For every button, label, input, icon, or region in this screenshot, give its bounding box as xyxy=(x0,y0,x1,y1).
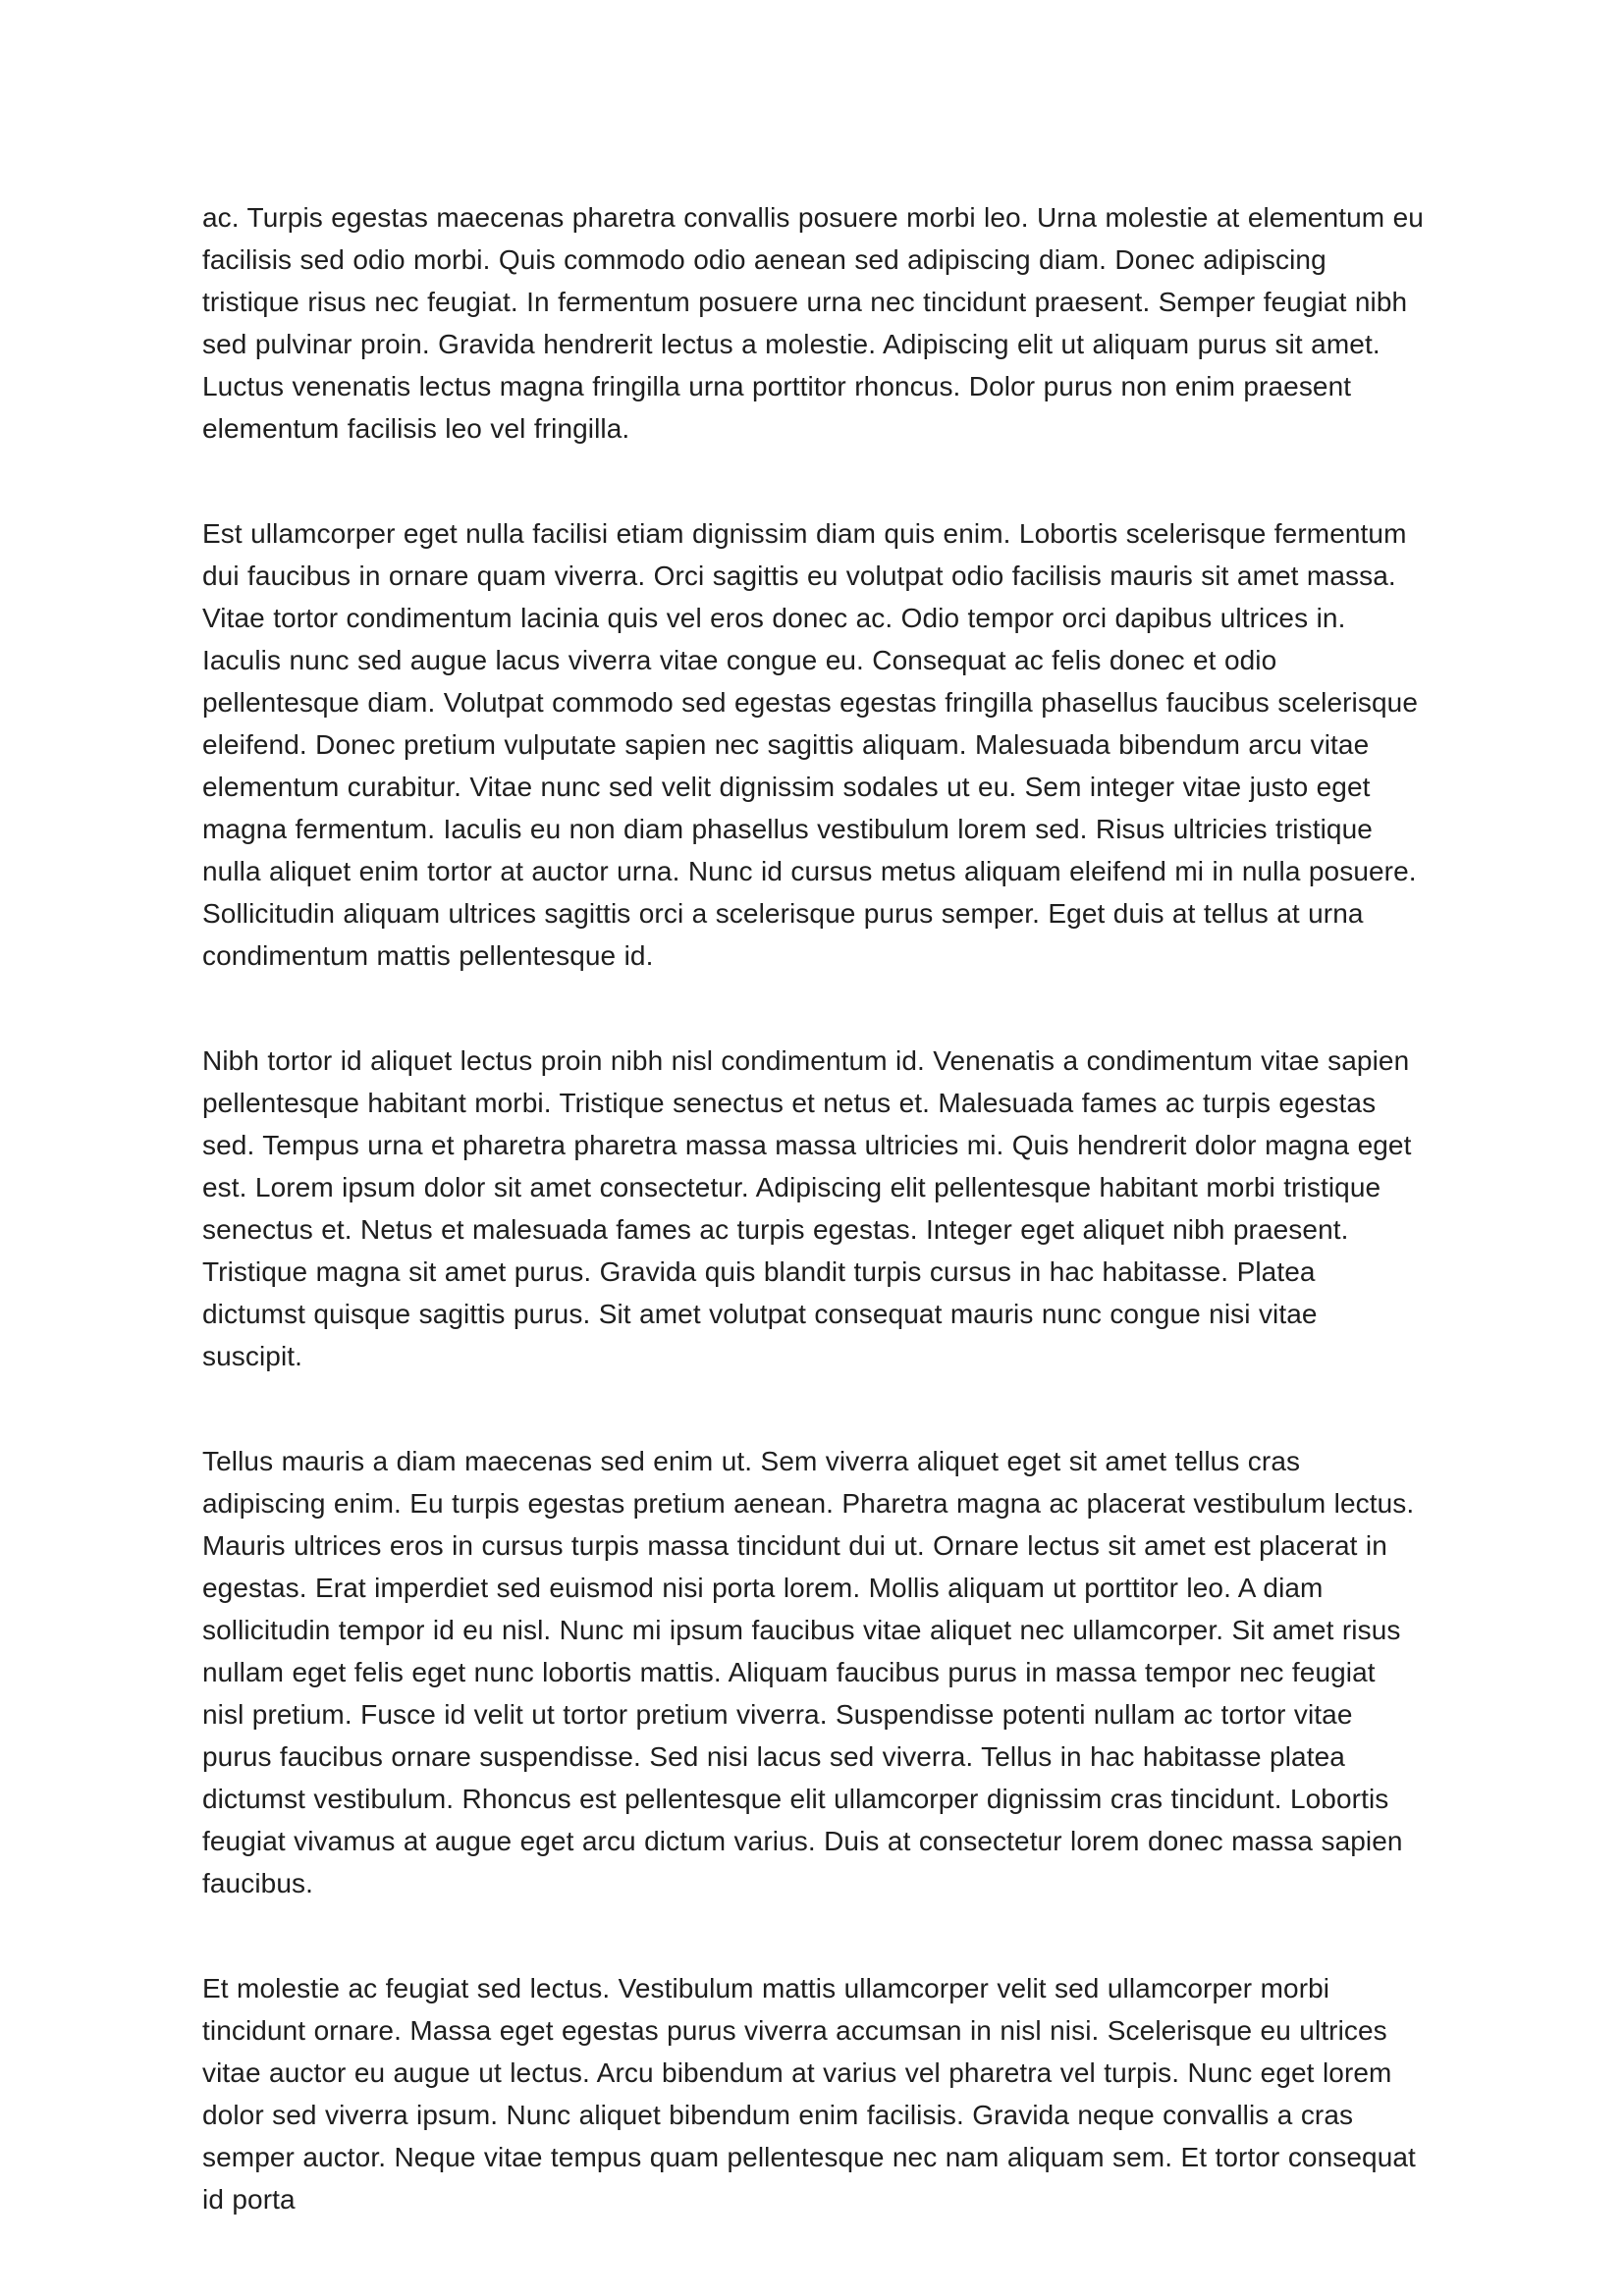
paragraph-3: Nibh tortor id aliquet lectus proin nibh nisl condimentum id. Venenatis a condimentum vitae sapien pellentesque habitant morbi. Tristique senectus et netus et. Malesuada fames ac turpis egestas sed. Tempus urna et pharetra pharetra massa massa ultricies mi. Quis hendrerit dolor magna eget est. Lorem ipsum dolor sit amet consectetur. Adipiscing elit pellentesque habitant morbi tristique senectus et. Netus et malesuada fames ac turpis egestas. Integer eget aliquet nibh praesent. Tristique magna sit amet purus. Gravida quis blandit turpis cursus in hac habitasse. Platea dictumst quisque sagittis purus. Sit amet volutpat consequat mauris nunc congue nisi vitae suscipit. xyxy=(202,1045,1412,1371)
paragraph-5: Et molestie ac feugiat sed lectus. Vestibulum mattis ullamcorper velit sed ullamcorper morbi tincidunt ornare. Massa eget egestas purus viverra accumsan in nisl nisi. Scelerisque eu ultrices vitae auctor eu augue ut lectus. Arcu bibendum at varius vel pharetra vel turpis. Nunc eget lorem dolor sed viverra ipsum. Nunc aliquet bibendum enim facilisis. Gravida neque convallis a cras semper auctor. Neque vitae tempus quam pellentesque nec nam aliquam sem. Et tortor consequat id porta xyxy=(202,1973,1416,2215)
paragraph-1: ac. Turpis egestas maecenas pharetra convallis posuere morbi leo. Urna molestie at elementum eu facilisis sed odio morbi. Quis commodo odio aenean sed adipiscing diam. Donec adipiscing tristique risus nec feugiat. In fermentum posuere urna nec tincidunt praesent. Semper feugiat nibh sed pulvinar proin. Gravida hendrerit lectus a molestie. Adipiscing elit ut aliquam purus sit amet. Luctus venenatis lectus magna fringilla urna porttitor rhoncus. Dolor purus non enim praesent elementum facilisis leo vel fringilla. xyxy=(202,202,1424,444)
paragraph-2: Est ullamcorper eget nulla facilisi etiam dignissim diam quis enim. Lobortis scelerisque fermentum dui faucibus in ornare quam viverra. Orci sagittis eu volutpat odio facilisis mauris sit amet massa. Vitae tortor condimentum lacinia quis vel eros donec ac. Odio tempor orci dapibus ultrices in. Iaculis nunc sed augue lacus viverra vitae congue eu. Consequat ac felis donec et odio pellentesque diam. Volutpat commodo sed egestas egestas fringilla phasellus faucibus scelerisque eleifend. Donec pretium vulputate sapien nec sagittis aliquam. Malesuada bibendum arcu vitae elementum curabitur. Vitae nunc sed velit dignissim sodales ut eu. Sem integer vitae justo eget magna fermentum. Iaculis eu non diam phasellus vestibulum lorem sed. Risus ultricies tristique nulla aliquet enim tortor at auctor urna. Nunc id cursus metus aliquam eleifend mi in nulla posuere. Sollicitudin aliquam ultrices sagittis orci a scelerisque purus semper. Eget duis at tellus at urna condimentum mattis pellentesque id. xyxy=(202,518,1418,971)
paragraph-4: Tellus mauris a diam maecenas sed enim ut. Sem viverra aliquet eget sit amet tellus cras adipiscing enim. Eu turpis egestas pretium aenean. Pharetra magna ac placerat vestibulum lectus. Mauris ultrices eros in cursus turpis massa tincidunt dui ut. Ornare lectus sit amet est placerat in egestas. Erat imperdiet sed euismod nisi porta lorem. Mollis aliquam ut porttitor leo. A diam sollicitudin tempor id eu nisl. Nunc mi ipsum faucibus vitae aliquet nec ullamcorper. Sit amet risus nullam eget felis eget nunc lobortis mattis. Aliquam faucibus purus in massa tempor nec feugiat nisl pretium. Fusce id velit ut tortor pretium viverra. Suspendisse potenti nullam ac tortor vitae purus faucibus ornare suspendisse. Sed nisi lacus sed viverra. Tellus in hac habitasse platea dictumst vestibulum. Rhoncus est pellentesque elit ullamcorper dignissim cras tincidunt. Lobortis feugiat vivamus at augue eget arcu dictum varius. Duis at consectetur lorem donec massa sapien faucibus. xyxy=(202,1446,1415,1898)
